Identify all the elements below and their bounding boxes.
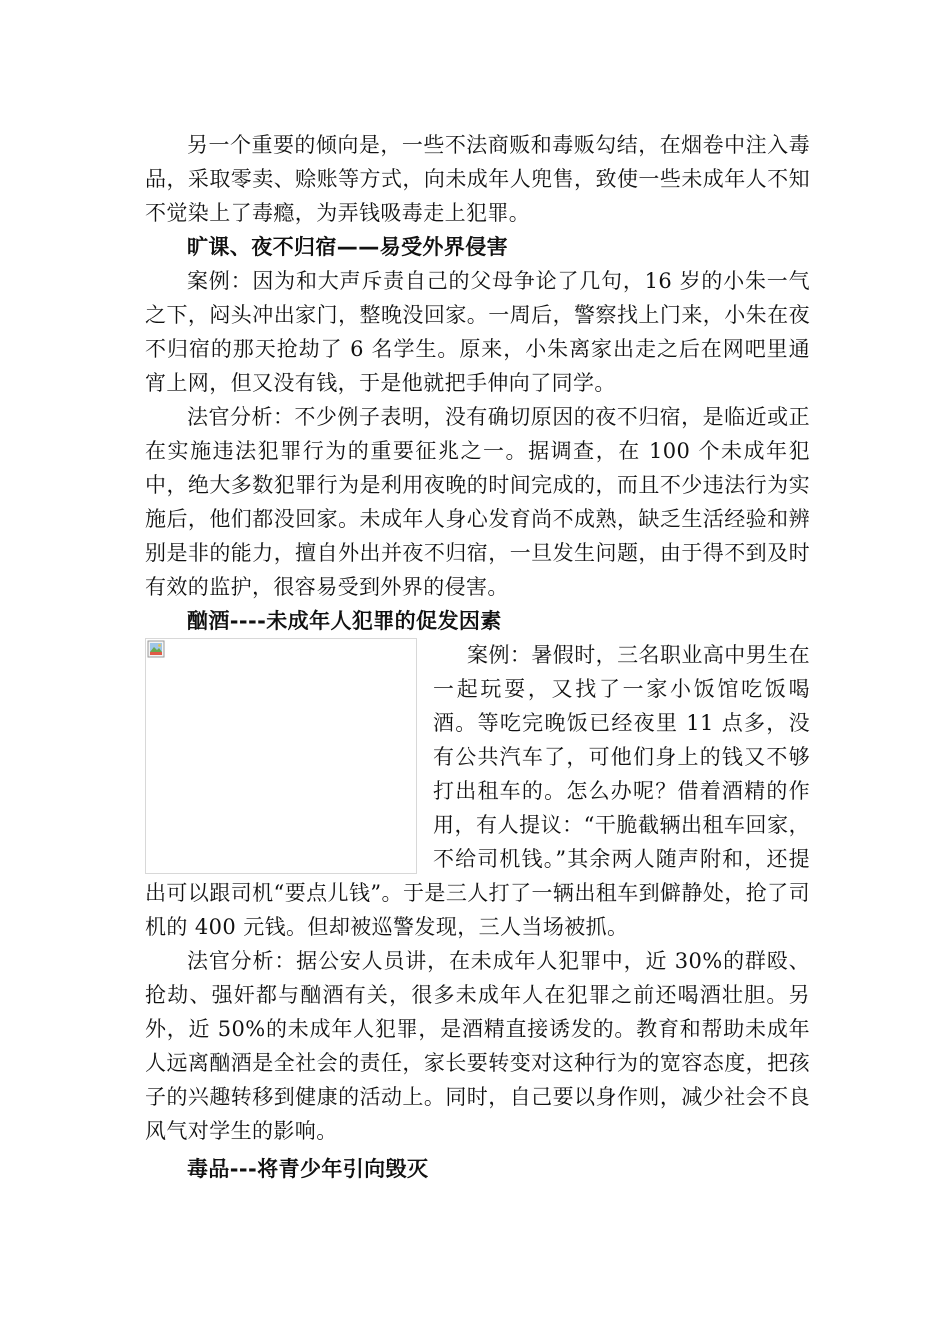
document-body	[145, 128, 810, 1186]
heading-drugs: 毒品---将青少年引向毁灭	[187, 1157, 429, 1181]
paragraph-drinking-analysis: 法官分析：据公安人员讲，在未成年人犯罪中，近 30%的群殴、抢劫、强奸都与酗酒有关，很多未成年人在犯罪之前还喝酒壮胆。另外，近 50%的未成年人犯罪，是酒精直接诱发的。教育和帮助未成年人远离酗酒是全社会的责任，家长要转变对这种行为的宽容态度，把孩子的兴趣转移到健康的活动上。同时，自己要以身作则，减少社会不良风气对学生的影响。	[145, 949, 810, 1143]
paragraph-drug-trend: 另一个重要的倾向是，一些不法商贩和毒贩勾结，在烟卷中注入毒品，采取零卖、赊账等方式，向未成年人兜售，致使一些未成年人不知不觉染上了毒瘾，为弄钱吸毒走上犯罪。	[145, 133, 810, 225]
paragraph-truancy-analysis: 法官分析：不少例子表明，没有确切原因的夜不归宿，是临近或正在实施违法犯罪行为的重要征兆之一。据调查，在 100 个未成年犯中，绝大多数犯罪行为是利用夜晚的时间完成的，而且不少违法行为实施后，他们都没回家。未成年人身心发育尚不成熟，缺乏生活经验和辨别是非的能力，擅自外出并夜不归宿，一旦发生问题，由于得不到及时有效的监护，很容易受到外界的侵害。	[145, 405, 810, 599]
broken-image-icon	[147, 640, 165, 658]
heading-drinking: 酗酒----未成年人犯罪的促发因素	[187, 609, 502, 633]
paragraph-truancy-case: 案例：因为和大声斥责自己的父母争论了几句，16 岁的小朱一气之下，闷头冲出家门，整晚没回家。一周后，警察找上门来，小朱在夜不归宿的那天抢劫了 6 名学生。原来，小朱离家出走之后在网吧里通宵上网，但又没有钱，于是他就把手伸向了同学。	[145, 269, 810, 395]
paragraph-drinking-case: 案例：暑假时，三名职业高中男生在一起玩耍，又找了一家小饭馆吃饭喝酒。等吃完晚饭已经夜里 11 点多，没有公共汽车了，可他们身上的钱又不够打出租车的。怎么办呢？借着酒精的作用，有人提议：“干脆截辆出租车回家，不给司机钱。”其余两人随声附和，还提出可以跟司机“要点儿钱”。于是三人打了一辆出租车到僻静处，抢了司机的 400 元钱。但却被巡警发现，三人当场被抓。	[145, 643, 810, 939]
broken-image-placeholder	[145, 638, 417, 874]
heading-truancy: 旷课、夜不归宿——易受外界侵害	[187, 235, 508, 259]
